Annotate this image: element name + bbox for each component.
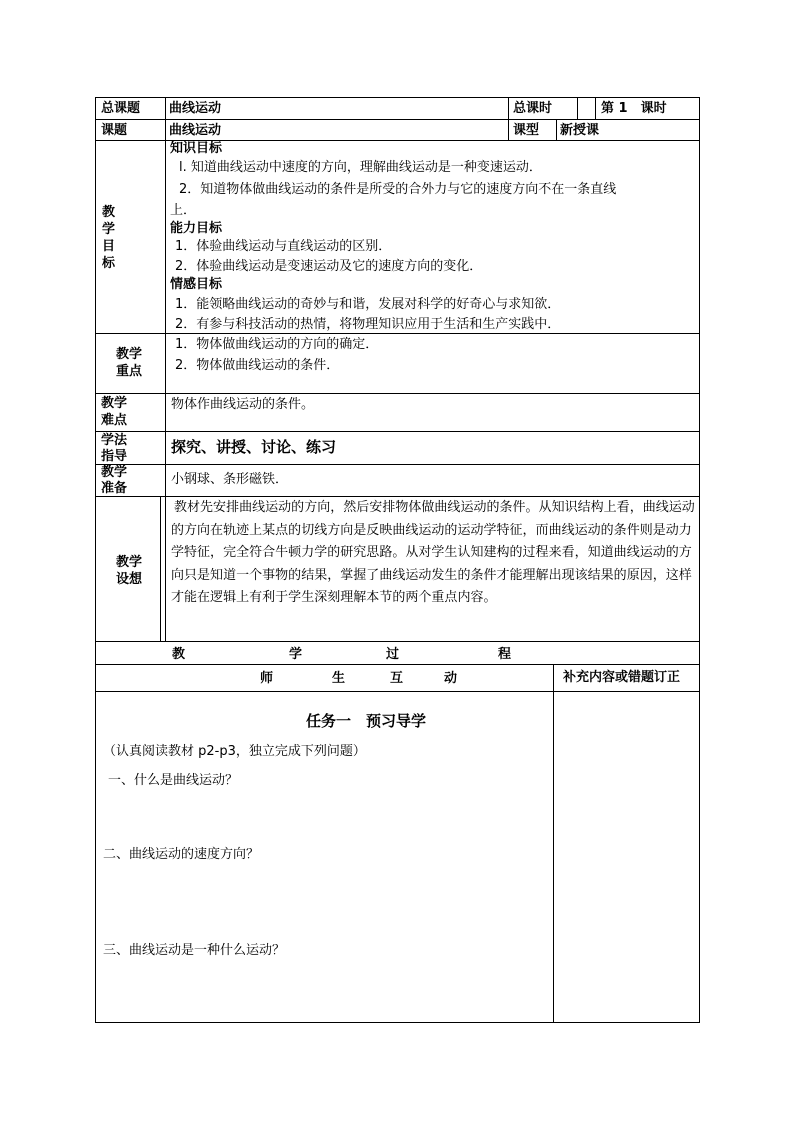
process-title-char: 过 bbox=[386, 647, 400, 662]
objectives-label-char: 教 bbox=[102, 205, 116, 220]
knowledge-objective-2: 2．知道物体做曲线运动的条件是所受的合外力与它的速度方向不在一条直线 bbox=[179, 182, 617, 197]
method-label: 学法 bbox=[101, 433, 128, 448]
preparation-label: 准备 bbox=[101, 481, 128, 496]
rule bbox=[95, 333, 700, 334]
question-2: 二、曲线运动的速度方向？ bbox=[103, 847, 260, 862]
question-3: 三、曲线运动是一种什么运动？ bbox=[103, 943, 286, 958]
design-text: 教材先安排曲线运动的方向，然后安排物体做曲线运动的条件。从知识结构上看，曲线运动的方向在轨迹上某点的切线方向是反映曲线运动的运动学特征，而曲线运动的条件则是动力学特征，完全符合牛顿力学的研究思路。从对学生认知建构的过程来看，知道曲线运动的方向只是知道一个事物的结果，掌握了曲线运动发生的条件才能理解出现该结果的原因，这样才能在逻辑上有利于学生深刻理解本节的两个重点内容。 bbox=[171, 500, 695, 606]
key-point-2: 2．物体做曲线运动的条件． bbox=[175, 358, 340, 373]
rule bbox=[95, 97, 700, 98]
rule bbox=[95, 393, 700, 394]
rule bbox=[95, 664, 700, 665]
rule bbox=[508, 97, 509, 141]
question-1: 一、什么是曲线运动？ bbox=[108, 773, 239, 788]
preparation-label: 教学 bbox=[101, 465, 128, 480]
rule bbox=[95, 464, 700, 465]
ability-objective-2: 2．体验曲线运动是变速运动及它的速度方向的变化． bbox=[175, 259, 483, 274]
knowledge-objective-1: l. 知道曲线运动中速度的方向，理解曲线运动是一种变速运动． bbox=[179, 160, 542, 175]
design-label: 教学 bbox=[116, 555, 143, 570]
knowledge-objective-2-cont: 上． bbox=[170, 203, 197, 218]
method-label: 指导 bbox=[101, 449, 128, 464]
interaction-header-char: 生 bbox=[332, 671, 346, 686]
lesson-type-value: 新授课 bbox=[560, 123, 600, 138]
rule bbox=[95, 97, 96, 1023]
rule bbox=[95, 1022, 700, 1023]
ability-objective-title: 能力目标 bbox=[170, 221, 223, 236]
process-title-char: 学 bbox=[289, 647, 303, 662]
ability-objective-1: 1．体验曲线运动与直线运动的区别． bbox=[175, 239, 392, 254]
objectives-label-char: 学 bbox=[102, 222, 116, 237]
rule bbox=[595, 97, 596, 119]
task-title: 任务一 预习导学 bbox=[306, 712, 427, 730]
key-points-label: 教学 bbox=[116, 347, 143, 362]
key-points-label: 重点 bbox=[116, 364, 143, 379]
objectives-label-char: 标 bbox=[102, 256, 116, 271]
rule bbox=[165, 97, 166, 642]
process-title-char: 程 bbox=[498, 647, 512, 662]
interaction-header-char: 动 bbox=[444, 671, 458, 686]
rule bbox=[556, 119, 557, 141]
emotion-objective-title: 情感目标 bbox=[170, 277, 223, 292]
interaction-header-char: 师 bbox=[260, 671, 274, 686]
rule bbox=[699, 97, 700, 1023]
emotion-objective-1: 1．能领略曲线运动的奇妙与和谐，发展对科学的好奇心与求知欲． bbox=[175, 297, 561, 312]
difficulty-label: 难点 bbox=[101, 413, 128, 428]
interaction-header-char: 互 bbox=[390, 671, 404, 686]
method-text: 探究、讲授、讨论、练习 bbox=[171, 438, 337, 456]
total-hours-label: 总课时 bbox=[513, 101, 553, 116]
emotion-objective-2: 2．有参与科技活动的热情，将物理知识应用于生活和生产实践中． bbox=[175, 317, 561, 332]
lesson-number: 第 1 课时 bbox=[601, 101, 667, 116]
rule bbox=[160, 496, 161, 642]
difficulty-text: 物体作曲线运动的条件。 bbox=[171, 397, 315, 412]
process-title-char: 教 bbox=[172, 647, 186, 662]
preparation-text: 小钢球、条形磁铁． bbox=[171, 472, 289, 487]
rule bbox=[577, 97, 578, 119]
difficulty-label: 教学 bbox=[101, 396, 128, 411]
rule bbox=[553, 664, 554, 1023]
lesson-type-label: 课型 bbox=[513, 123, 540, 138]
topic-label: 课题 bbox=[101, 123, 128, 138]
objectives-label-char: 目 bbox=[102, 239, 116, 254]
rule bbox=[95, 119, 700, 120]
design-label: 设想 bbox=[116, 572, 143, 587]
topic-value: 曲线运动 bbox=[169, 123, 222, 138]
key-point-1: 1．物体做曲线运动的方向的确定． bbox=[175, 337, 379, 352]
supplement-header: 补充内容或错题订正 bbox=[563, 670, 681, 685]
reading-instruction: （认真阅读教材 p2-p3，独立完成下列问题） bbox=[103, 744, 366, 759]
rule bbox=[95, 431, 700, 432]
knowledge-objective-title: 知识目标 bbox=[170, 141, 223, 156]
total-topic-label: 总课题 bbox=[101, 101, 141, 116]
rule bbox=[95, 691, 700, 692]
rule bbox=[95, 641, 700, 642]
total-topic-value: 曲线运动 bbox=[169, 101, 222, 116]
